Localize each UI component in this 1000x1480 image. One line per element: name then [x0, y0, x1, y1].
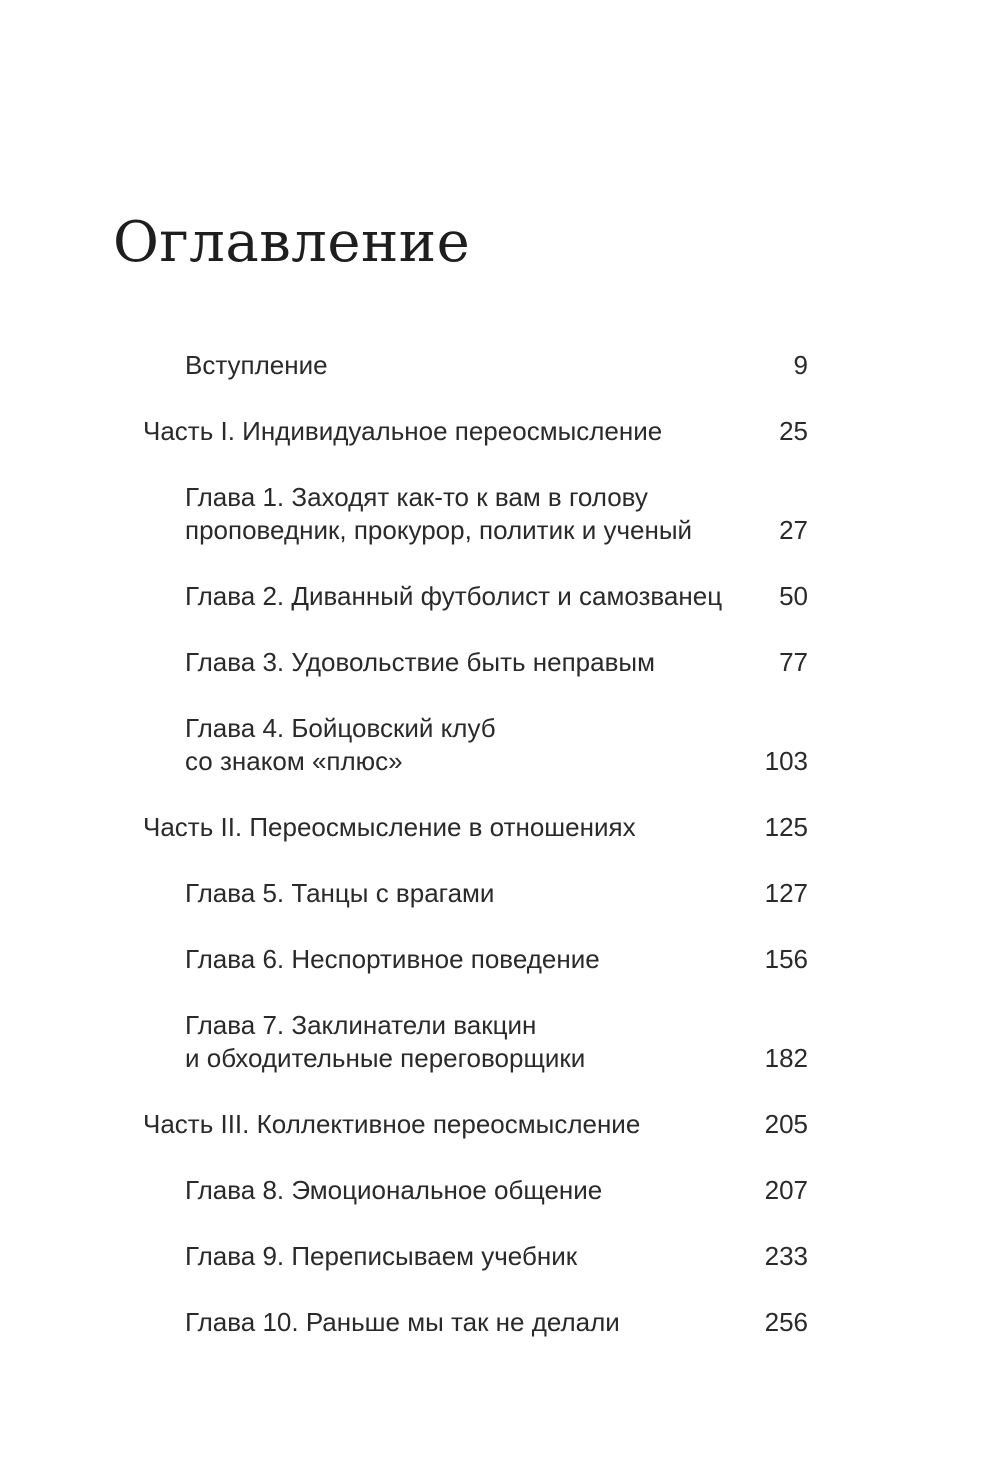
toc-entry-title: Часть III. Коллективное переосмысление: [143, 1109, 641, 1139]
toc-entry-chapter-4[interactable]: [185, 712, 496, 778]
toc-entry-chapter-9[interactable]: [185, 1240, 577, 1273]
page-title: Оглавление: [113, 210, 471, 275]
toc-entry-introduction[interactable]: [185, 349, 328, 382]
toc-entry-title: Глава 10. Раньше мы так не делали: [185, 1307, 620, 1337]
toc-entry-title-line-1: Глава 1. Заходят как-то к вам в голову: [185, 482, 648, 512]
toc-entry-title: Глава 9. Переписываем учебник: [185, 1241, 578, 1271]
toc-page-number: 27: [779, 515, 808, 545]
toc-page-number: 156: [764, 944, 808, 974]
toc-page-number: 50: [779, 581, 808, 611]
toc-page-number: 25: [779, 416, 808, 446]
toc-entry-title: Глава 6. Неспортивное поведение: [185, 944, 600, 974]
toc-page-number: 256: [764, 1307, 808, 1337]
toc-page-number: 125: [764, 812, 808, 842]
toc-entry-chapter-2[interactable]: [185, 580, 722, 613]
toc-entry-part-2[interactable]: [143, 811, 636, 844]
toc-entry-part-1[interactable]: [143, 415, 662, 448]
toc-page-number: 233: [764, 1241, 808, 1271]
toc-entry-chapter-5[interactable]: [185, 877, 494, 910]
toc-entry-chapter-6[interactable]: [185, 943, 600, 976]
toc-entry-title-line-2: проповедник, прокурор, политик и ученый: [185, 515, 693, 545]
toc-entry-chapter-10[interactable]: [185, 1306, 620, 1339]
toc-page-number: 207: [764, 1175, 808, 1205]
toc-page-number: 9: [793, 350, 808, 380]
toc-entry-title-line-2: и обходительные переговорщики: [185, 1043, 586, 1073]
toc-entry-title: Вступление: [185, 350, 328, 380]
toc-entry-title-line-1: Глава 4. Бойцовский клуб: [185, 713, 496, 743]
toc-page-number: 77: [779, 647, 808, 677]
toc-page-number: 205: [764, 1109, 808, 1139]
toc-entry-part-3[interactable]: [143, 1108, 640, 1141]
toc-page-number: 127: [764, 878, 808, 908]
toc-entry-title: Глава 5. Танцы с врагами: [185, 878, 495, 908]
toc-entry-title: Глава 2. Диванный футболист и самозванец: [185, 581, 723, 611]
toc-entry-chapter-8[interactable]: [185, 1174, 602, 1207]
toc-entry-title: Часть II. Переосмысление в отношениях: [143, 812, 636, 842]
toc-page-number: 182: [764, 1043, 808, 1073]
toc-page-number: 103: [764, 746, 808, 776]
toc-entry-title-line-2: со знаком «плюс»: [185, 746, 403, 776]
toc-entry-chapter-7[interactable]: [185, 1009, 585, 1075]
toc-entry-title: Глава 3. Удовольствие быть неправым: [185, 647, 655, 677]
toc-entry-title: Часть I. Индивидуальное переосмысление: [143, 416, 663, 446]
toc-entry-chapter-1[interactable]: [185, 481, 692, 547]
toc-entry-title-line-1: Глава 7. Заклинатели вакцин: [185, 1010, 537, 1040]
toc-entry-chapter-3[interactable]: [185, 646, 655, 679]
toc-entry-title: Глава 8. Эмоциональное общение: [185, 1175, 603, 1205]
